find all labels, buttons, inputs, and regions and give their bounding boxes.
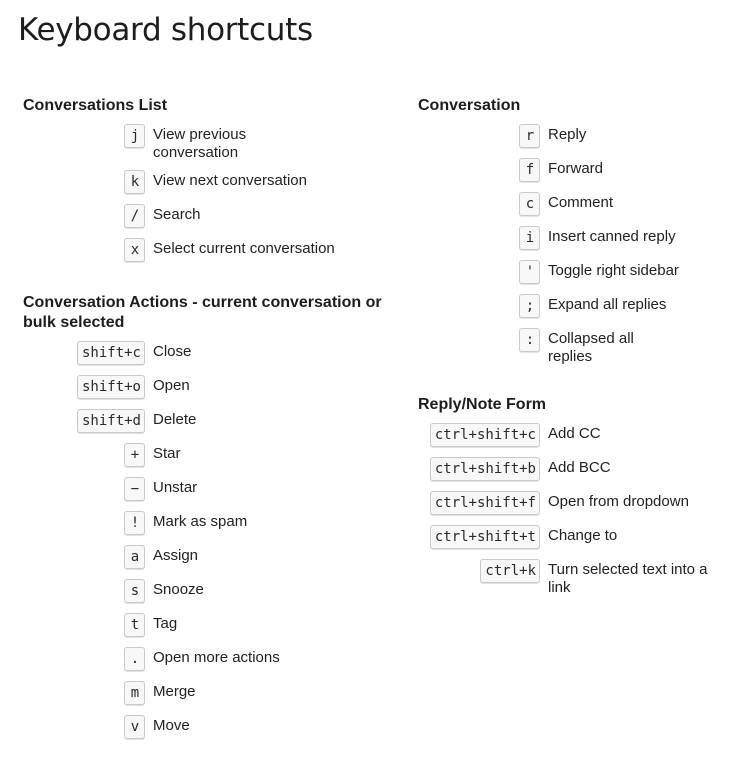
shortcut-description: Collapsed all replies xyxy=(548,330,634,365)
section-heading: Conversation Actions - current conversation or bulk selected xyxy=(23,294,382,331)
shortcut-list xyxy=(418,124,718,366)
shortcut-description: Change to xyxy=(548,527,618,544)
shortcut-row xyxy=(418,525,718,551)
shortcut-row xyxy=(418,328,718,366)
shortcut-row xyxy=(418,294,718,320)
shortcut-row xyxy=(23,375,413,401)
shortcut-description: Expand all replies xyxy=(548,296,667,313)
shortcut-row xyxy=(23,613,413,639)
shortcut-key: ' xyxy=(519,260,540,284)
section-heading: Reply/Note Form xyxy=(418,396,547,413)
shortcut-key: k xyxy=(124,170,145,194)
conversations-list-section xyxy=(23,96,403,272)
shortcut-description: Turn selected text into a link xyxy=(548,561,708,596)
shortcut-description: Add BCC xyxy=(548,459,611,476)
shortcut-description: Open xyxy=(153,377,190,394)
shortcut-key: shift+d xyxy=(77,409,145,433)
shortcut-row xyxy=(23,715,413,741)
shortcut-key: ctrl+shift+f xyxy=(430,491,540,515)
shortcut-row xyxy=(418,423,718,449)
shortcut-key: ! xyxy=(124,511,145,535)
shortcut-description: Reply xyxy=(548,126,587,143)
shortcut-description: Close xyxy=(153,343,192,360)
shortcut-description: Move xyxy=(153,717,190,734)
shortcut-description: Tag xyxy=(153,615,178,632)
shortcut-row xyxy=(23,545,413,571)
shortcut-row xyxy=(23,170,403,196)
shortcut-row xyxy=(418,226,718,252)
shortcut-row xyxy=(23,238,403,264)
conversation-section xyxy=(418,96,718,374)
shortcut-key: shift+c xyxy=(77,341,145,365)
shortcut-key: x xyxy=(124,238,145,262)
shortcut-row xyxy=(23,124,403,162)
shortcut-key: v xyxy=(124,715,145,739)
shortcut-key: + xyxy=(124,443,145,467)
shortcut-row xyxy=(418,158,718,184)
shortcut-key: : xyxy=(519,328,540,352)
shortcut-description: Unstar xyxy=(153,479,198,496)
shortcut-description: Comment xyxy=(548,194,614,211)
shortcut-row xyxy=(23,341,413,367)
shortcut-key: / xyxy=(124,204,145,228)
shortcut-description: Toggle right sidebar xyxy=(548,262,679,279)
shortcut-key: ; xyxy=(519,294,540,318)
shortcut-key: i xyxy=(519,226,540,250)
shortcut-key: ctrl+shift+b xyxy=(430,457,540,481)
shortcut-description: Select current conversation xyxy=(153,240,335,257)
shortcut-key: s xyxy=(124,579,145,603)
shortcut-row xyxy=(23,409,413,435)
shortcut-description: Search xyxy=(153,206,201,223)
shortcut-row xyxy=(23,204,403,230)
shortcut-row xyxy=(23,477,413,503)
shortcut-description: View next conversation xyxy=(153,172,307,189)
shortcut-key: r xyxy=(519,124,540,148)
shortcut-list xyxy=(418,423,718,597)
shortcut-key: − xyxy=(124,477,145,501)
shortcut-row xyxy=(23,511,413,537)
shortcut-key: ctrl+k xyxy=(480,559,540,583)
shortcut-description: Snooze xyxy=(153,581,204,598)
shortcut-key: shift+o xyxy=(77,375,145,399)
conversation-actions-section xyxy=(23,293,413,749)
shortcut-row xyxy=(418,457,718,483)
shortcut-key: j xyxy=(124,124,145,148)
shortcut-description: Delete xyxy=(153,411,197,428)
shortcut-row xyxy=(23,443,413,469)
shortcut-description: View previous conversation xyxy=(153,126,247,161)
shortcut-key: t xyxy=(124,613,145,637)
shortcut-description: Star xyxy=(153,445,181,462)
shortcut-key: m xyxy=(124,681,145,705)
shortcut-list xyxy=(23,341,413,741)
shortcut-description: Insert canned reply xyxy=(548,228,676,245)
shortcut-row xyxy=(418,559,718,597)
shortcut-list xyxy=(23,124,403,264)
shortcut-description: Open from dropdown xyxy=(548,493,689,510)
shortcut-key: f xyxy=(519,158,540,182)
shortcut-key: ctrl+shift+c xyxy=(430,423,540,447)
reply-note-form-section xyxy=(418,395,718,605)
section-heading: Conversations List xyxy=(23,97,168,114)
shortcut-description: Mark as spam xyxy=(153,513,248,530)
shortcut-description: Assign xyxy=(153,547,199,564)
shortcut-description: Forward xyxy=(548,160,604,177)
shortcut-row xyxy=(23,579,413,605)
shortcut-row xyxy=(418,260,718,286)
shortcut-description: Merge xyxy=(153,683,196,700)
shortcut-key: . xyxy=(124,647,145,671)
shortcut-row xyxy=(23,647,413,673)
shortcut-key: c xyxy=(519,192,540,216)
section-heading: Conversation xyxy=(418,97,521,114)
shortcut-description: Open more actions xyxy=(153,649,280,666)
shortcut-row xyxy=(23,681,413,707)
shortcut-description: Add CC xyxy=(548,425,601,442)
shortcut-row xyxy=(418,491,718,517)
shortcut-key: ctrl+shift+t xyxy=(430,525,540,549)
page-title: Keyboard shortcuts xyxy=(18,12,313,48)
shortcut-key: a xyxy=(124,545,145,569)
shortcut-row xyxy=(418,192,718,218)
shortcut-row xyxy=(418,124,718,150)
